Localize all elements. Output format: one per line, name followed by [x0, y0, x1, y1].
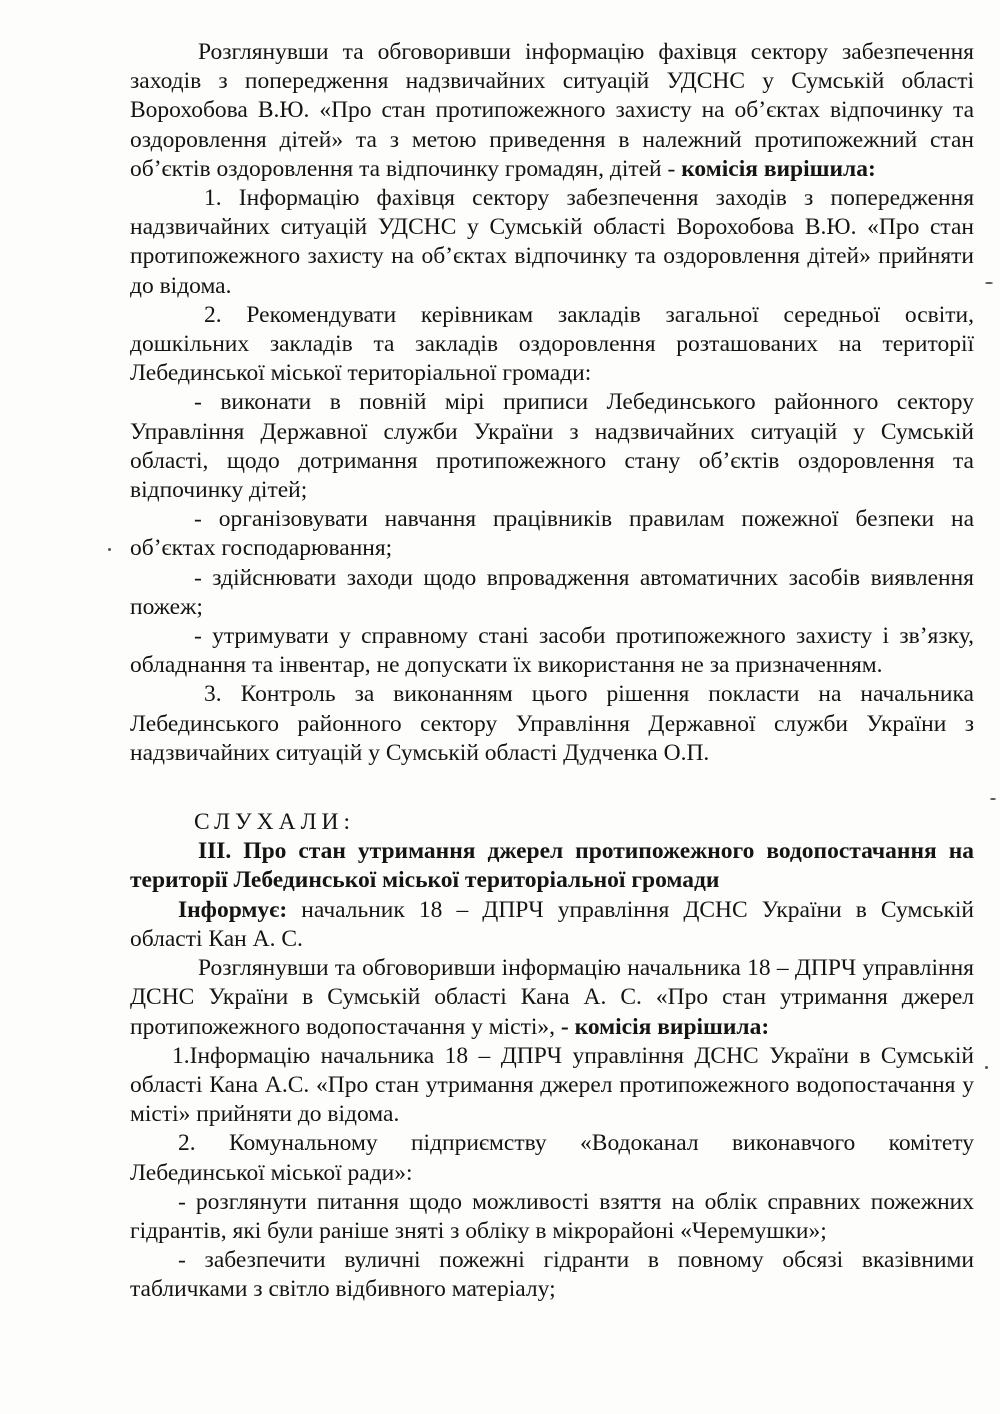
decision-item-2: 2. Рекомендувати керівникам закладів загальної середньої освіти, дошкільних закладів та закладів оздоровлення розташованих на території Лебединської міської територіальної громади:: [130, 301, 974, 387]
dash-item: - забезпечити вуличні пожежні гідранти в повному обсязі вказівними табличками з світло відбивного матеріалу;: [130, 1247, 974, 1303]
intro-paragraph: [130, 38, 974, 184]
dash-item: - розглянути питання щодо можливості взяття на облік справних пожежних гідрантів, які були раніше зняті з обліку в мікрорайоні «Черемушки»;: [130, 1188, 974, 1244]
section-3-item-2: 2. Комунальному підприємству «Водоканал виконавчого комітету Лебединської міської ради»:: [130, 1130, 974, 1186]
dash-item: - організовувати навчання працівників правилам пожежної безпеки на об’єктах господарювання;: [130, 506, 974, 562]
heard-label: СЛУХАЛИ:: [194, 809, 356, 836]
intro-text: Розглянувши та обговоривши інформацію фахівця сектору забезпечення заходів з попередження надзвичайних ситуацій УДСНС у Сумській області Ворохобова В.Ю. «Про стан протипожежного захисту на об’єктах відпочинку та оздоровлення дітей» та з метою приведення в належний протипожежний стан об’єктів оздоровлення та відпочинку громадян, дітей -: [130, 39, 974, 182]
dash-item: - виконати в повній мірі приписи Лебединського районного сектору Управління Державної служби України з надзвичайних ситуацій у Сумській області, щодо дотримання протипожежного стану об’єктів оздоровлення та відпочинку дітей;: [130, 389, 974, 504]
intro-decision: комісія вирішила:: [681, 155, 876, 182]
considered-text: Розглянувши та обговоривши інформацію начальника 18 – ДПРЧ управління ДСНС України в Сумській області Кана А. С. «Про стан утримання джерел протипожежного водопостачання у місті»,: [130, 955, 974, 1040]
decision-item-1: 1. Інформацію фахівця сектору забезпечення заходів з попередження надзвичайних ситуацій УДСНС у Сумській області Ворохобова В.Ю. «Про стан протипожежного захисту на об’єктах відпочинку та оздоровлення дітей» прийняти до відома.: [130, 185, 974, 299]
decision-item-3: 3. Контроль за виконанням цього рішення покласти на начальника Лебединського районного сектору Управління Державної служби України з надзвичайних ситуацій у Сумській області Дудченка О.П.: [130, 681, 974, 766]
scan-speck: [985, 282, 993, 284]
informs-text: начальник 18 – ДПРЧ управління ДСНС України в Сумській області Кан А. С.: [130, 896, 974, 952]
section-3-item-1: 1.Інформацію начальника 18 – ДПРЧ управління ДСНС України в Сумській області Кана А.С. «Про стан утримання джерел протипожежного водопостачання у місті» прийняти до відома.: [130, 1042, 974, 1128]
considered-paragraph: [130, 954, 974, 1042]
dash-item: - здійснювати заходи щодо впровадження автоматичних засобів виявлення пожеж;: [130, 564, 974, 620]
scan-speck: [990, 798, 996, 800]
considered-decision: - комісія вирішила:: [560, 1013, 770, 1040]
informs-label: Інформує:: [178, 896, 288, 923]
dash-item: - утримувати у справному стані засоби протипожежного захисту і зв’язку, обладнання та інвентар, не допускати їх використання не за призначенням.: [130, 623, 974, 679]
informs-paragraph: [130, 896, 974, 954]
scan-speck: [108, 548, 111, 551]
section-3-title: ІІІ. Про стан утримання джерел протипожежного водопостачання на території Лебединської міської територіальної громади: [130, 838, 974, 894]
scan-speck: [985, 1066, 988, 1069]
